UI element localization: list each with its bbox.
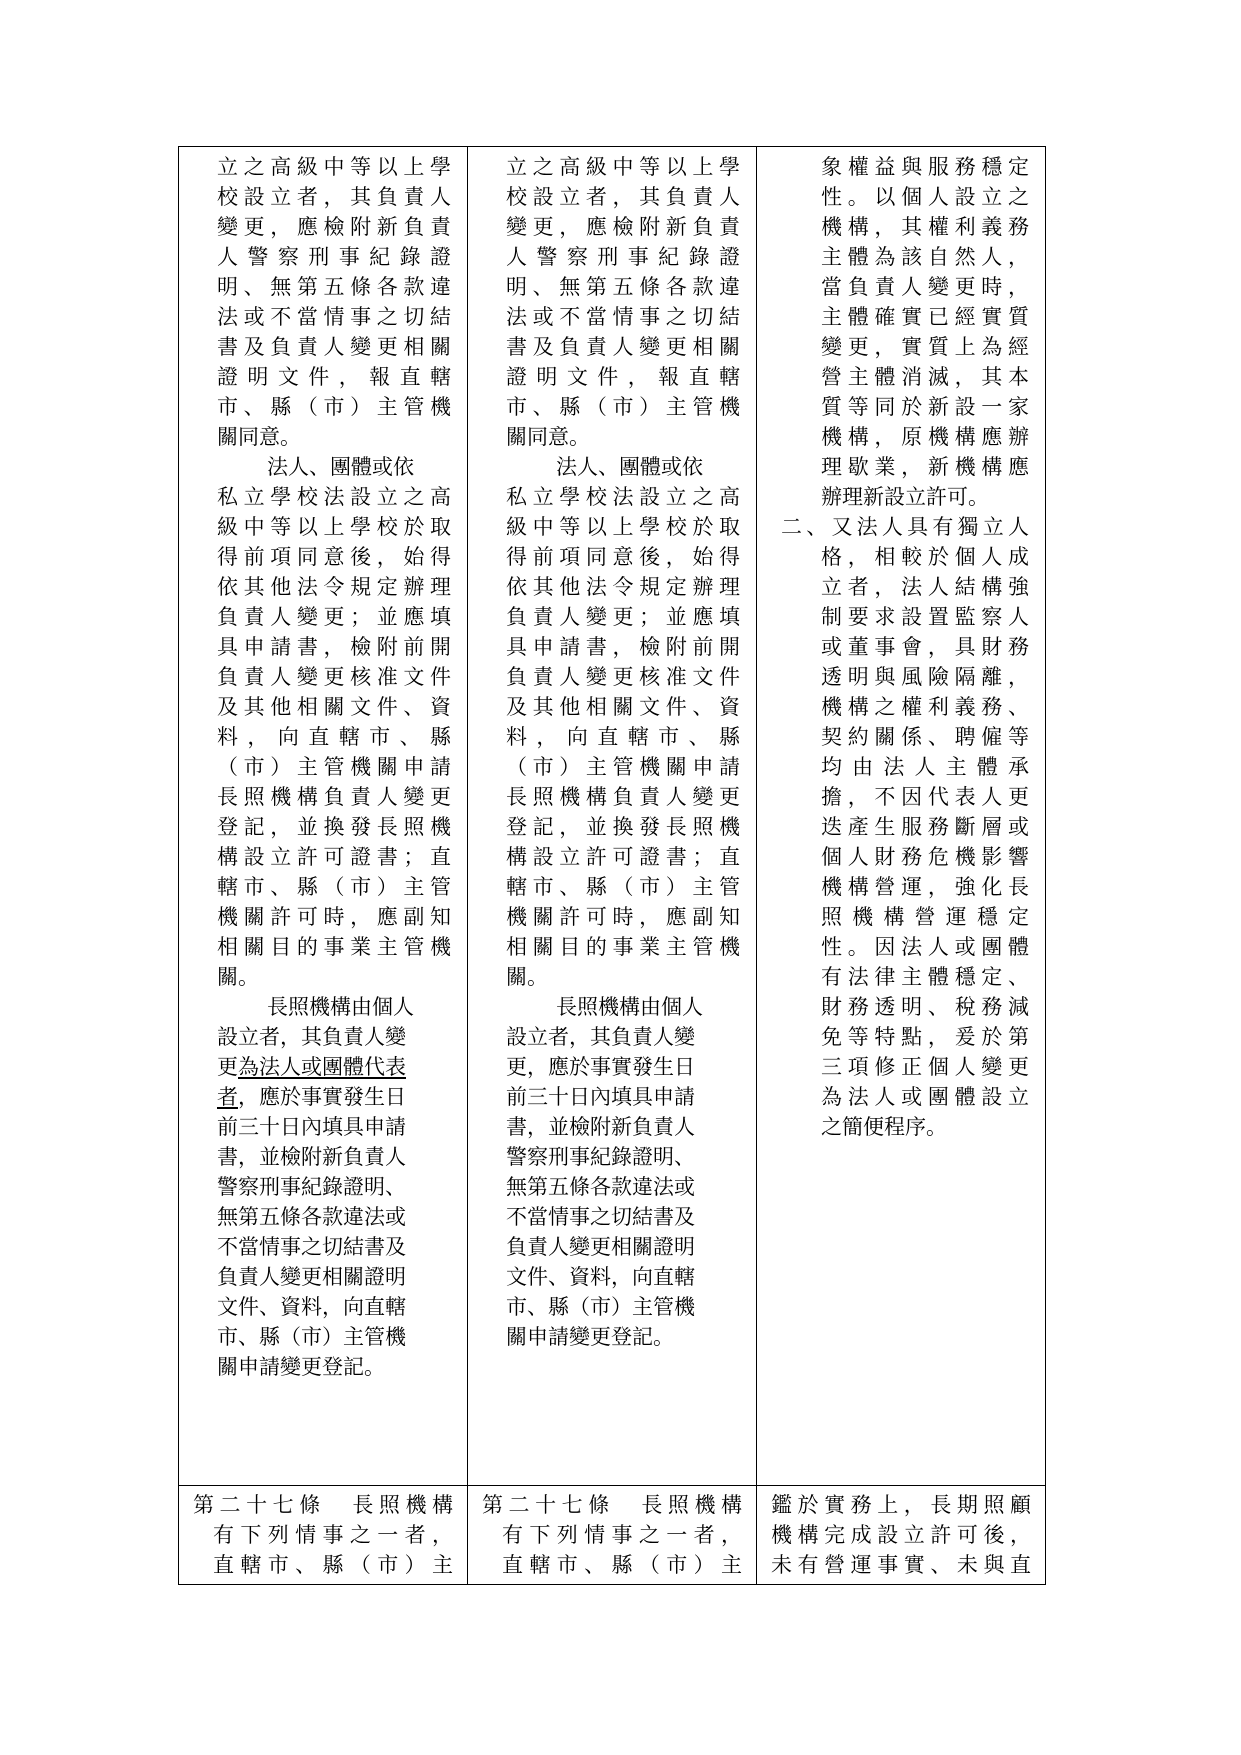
text-line: 質等同於新設一家 [821,395,1029,419]
text-line: 機構，其權利義務 [821,215,1029,239]
text-line: 關。 [506,965,548,989]
text-line: 級中等以上學校於取 [217,515,451,539]
text-line: 象權益與服務穩定 [821,155,1029,179]
text-line: 書及負責人變更相關 [506,335,740,359]
text-line: 證明文件，報直轄 [506,365,740,389]
article-27-amended-content [179,1486,467,1580]
amended-text-cell [179,147,468,1486]
article-27-current-content [468,1486,756,1580]
text-line: 機構，原機構應辦 [821,425,1029,449]
article-27-current-cell [468,1486,757,1585]
text-line: 人警察刑事紀錄證 [217,245,451,269]
text-line: 營主體消滅，其本 [821,365,1029,389]
text-line: （市）主管機關申請 [506,755,740,779]
text-line: 未有營運事實、未與直 [771,1553,1031,1577]
list-item-number: 二、又法人具有獨立人 [781,515,1029,539]
text-line: 機關許可時，應副知 [217,905,451,929]
text-line: 構設立許可證書；直 [506,845,740,869]
text-line: 轄市、縣（市）主管 [217,875,451,899]
article-heading: 第二十七條 長照機構 [482,1493,742,1517]
text-line: 長照機構負責人變更 [217,785,451,809]
text-line: 得前項同意後，始得 [217,545,451,569]
current-text-content [468,147,756,1352]
text-line: 負責人變更相關證明 [217,1265,406,1289]
text-line: 法人、團體或依 [267,455,414,479]
text-line: 校設立者，其負責人 [217,185,451,209]
text-line: 機關許可時，應副知 [506,905,740,929]
amended-underlined-text: 為法人或團體代表 [238,1055,406,1079]
text-line: 構設立許可證書；直 [217,845,451,869]
text-line: 轄市、縣（市）主管 [506,875,740,899]
article-heading: 第二十七條 長照機構 [193,1493,453,1517]
text-line: 相關目的事業主管機 [217,935,451,959]
table-row [179,147,1046,1486]
text-line: 人警察刑事紀錄證 [506,245,740,269]
text-line: 財務透明、稅務減 [821,995,1029,1019]
text-line: 私立學校法設立之高 [217,485,451,509]
text-fragment: ，應於事實發生日 [238,1085,406,1109]
text-line: 機構之權利義務、 [821,695,1029,719]
text-line: 校設立者，其負責人 [506,185,740,209]
text-line [217,1052,451,1082]
text-line: 不當情事之切結書及 [506,1205,695,1229]
text-line: 負責人變更核准文件 [506,665,740,689]
text-line: 法或不當情事之切結 [217,305,451,329]
text-line: 及其他相關文件、資 [506,695,740,719]
text-line [217,1082,451,1112]
text-line: 負責人變更；並應填 [217,605,451,629]
text-line: 關同意。 [217,425,301,449]
text-line: 理歇業，新機構應 [821,455,1029,479]
text-line: 警察刑事紀錄證明、 [506,1145,695,1169]
text-line: 市、縣（市）主管機 [217,395,451,419]
amended-text-content [179,147,467,1382]
text-line: 市、縣（市）主管機 [506,395,740,419]
text-line: 為法人或團體設立 [821,1085,1029,1109]
text-line: 設立者，其負責人變 [217,1025,406,1049]
text-line: 直轄市、縣（市）主 [213,1553,453,1577]
text-line: 級中等以上學校於取 [506,515,740,539]
comparison-table [178,146,1046,1585]
text-line: 更，應於事實發生日 [506,1055,695,1079]
text-line: 變更，實質上為經 [821,335,1029,359]
current-text-cell [468,147,757,1486]
text-line: 有下列情事之一者， [213,1523,453,1547]
text-line: 書，並檢附新負責人 [217,1145,406,1169]
text-line: 負責人變更相關證明 [506,1235,695,1259]
text-line: 依其他法令規定辦理 [506,575,740,599]
text-line: 關同意。 [506,425,590,449]
text-line: 格，相較於個人成 [821,545,1029,569]
text-line: 法或不當情事之切結 [506,305,740,329]
text-line: 鑑於實務上，長期照顧 [771,1493,1031,1517]
text-line: 變更，應檢附新負責 [217,215,451,239]
text-line: 明、無第五條各款違 [217,275,451,299]
text-line: 書，並檢附新負責人 [506,1115,695,1139]
text-line: 長照機構由個人 [556,995,703,1019]
text-line: 市、縣（市）主管機 [217,1325,406,1349]
article-27-explanation-content [757,1486,1045,1580]
text-line: 長照機構負責人變更 [506,785,740,809]
text-line: 立之高級中等以上學 [217,155,451,179]
text-line: 有下列情事之一者， [502,1523,742,1547]
table-row [179,1486,1046,1585]
text-line: （市）主管機關申請 [217,755,451,779]
article-27-amended-cell [179,1486,468,1585]
text-line: 證明文件，報直轄 [217,365,451,389]
text-line: 私立學校法設立之高 [506,485,740,509]
text-line: 辦理新設立許可。 [821,485,989,509]
text-line: 主體為該自然人， [821,245,1029,269]
text-line: 負責人變更核准文件 [217,665,451,689]
text-line: 或董事會，具財務 [821,635,1029,659]
text-line: 關。 [217,965,259,989]
text-line: 關申請變更登記。 [217,1355,385,1379]
text-line: 主體確實已經實質 [821,305,1029,329]
text-line: 變更，應檢附新負責 [506,215,740,239]
text-line: 機構完成設立許可後， [771,1523,1031,1547]
text-line: 長照機構由個人 [267,995,414,1019]
text-line: 直轄市、縣（市）主 [502,1553,742,1577]
explanation-cell [757,147,1046,1486]
text-line: 契約關係、聘僱等 [821,725,1029,749]
text-line: 免等特點，爰於第 [821,1025,1029,1049]
explanation-content [757,147,1045,1142]
text-line: 登記，並換發長照機 [506,815,740,839]
text-line: 之簡便程序。 [821,1115,947,1139]
text-line: 文件、資料，向直轄 [506,1265,695,1289]
text-line: 制要求設置監察人 [821,605,1029,629]
text-line: 書及負責人變更相關 [217,335,451,359]
text-line: 負責人變更；並應填 [506,605,740,629]
text-line: 照機構營運穩定 [821,905,1029,929]
text-line: 性。以個人設立之 [821,185,1029,209]
text-line: 無第五條各款違法或 [506,1175,695,1199]
text-line: 擔，不因代表人更 [821,785,1029,809]
text-line: 前三十日內填具申請 [506,1085,695,1109]
text-line: 警察刑事紀錄證明、 [217,1175,406,1199]
text-line: 三項修正個人變更 [821,1055,1029,1079]
text-line: 相關目的事業主管機 [506,935,740,959]
text-line: 法人、團體或依 [556,455,703,479]
text-line: 透明與風險隔離， [821,665,1029,689]
text-line: 市、縣（市）主管機 [506,1295,695,1319]
text-line: 得前項同意後，始得 [506,545,740,569]
text-line: 個人財務危機影響 [821,845,1029,869]
text-line: 具申請書，檢附前開 [506,635,740,659]
text-line: 料，向直轄市、縣 [217,725,451,749]
text-line: 前三十日內填具申請 [217,1115,406,1139]
text-line: 機構營運，強化長 [821,875,1029,899]
text-line: 立者，法人結構強 [821,575,1029,599]
text-line: 具申請書，檢附前開 [217,635,451,659]
text-line: 均由法人主體承 [821,755,1029,779]
text-line: 明、無第五條各款違 [506,275,740,299]
text-line: 登記，並換發長照機 [217,815,451,839]
article-27-explanation-cell [757,1486,1046,1585]
text-line: 無第五條各款違法或 [217,1205,406,1229]
text-line: 有法律主體穩定、 [821,965,1029,989]
text-line: 不當情事之切結書及 [217,1235,406,1259]
text-line: 迭產生服務斷層或 [821,815,1029,839]
text-line: 依其他法令規定辦理 [217,575,451,599]
text-line: 當負責人變更時， [821,275,1029,299]
text-line: 料，向直轄市、縣 [506,725,740,749]
text-line: 性。因法人或團體 [821,935,1029,959]
text-line: 設立者，其負責人變 [506,1025,695,1049]
amended-underlined-text: 者 [217,1085,238,1109]
text-fragment: 更 [217,1055,238,1079]
text-line: 立之高級中等以上學 [506,155,740,179]
text-line: 文件、資料，向直轄 [217,1295,406,1319]
text-line: 關申請變更登記。 [506,1325,674,1349]
text-line: 及其他相關文件、資 [217,695,451,719]
